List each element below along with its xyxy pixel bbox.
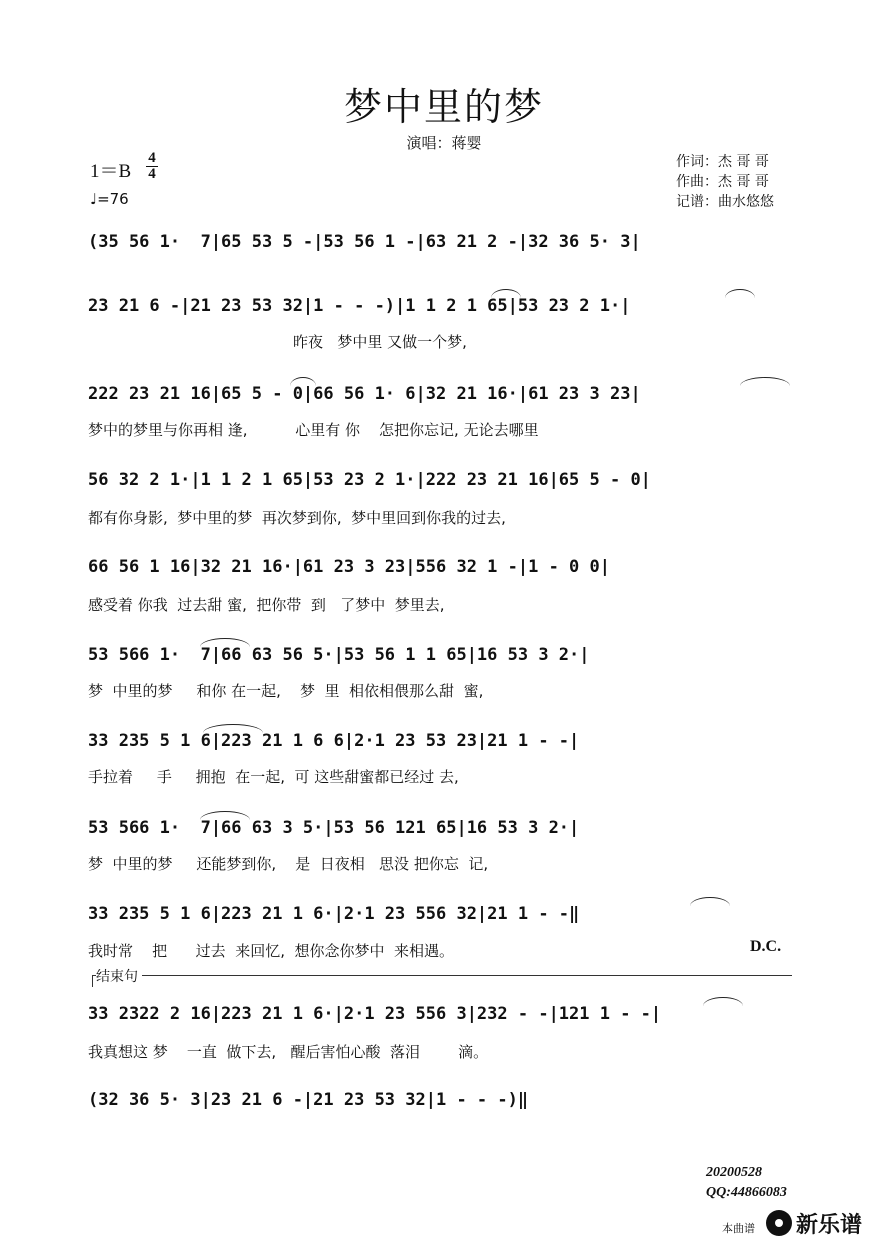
notation-line-1: (35 56 1· 7|65 53 5 -|53 56 1 -|63 21 2 -|32 36 5· 3| [88,232,641,252]
lyricist-credit: 作词：杰 哥 哥 [676,154,769,170]
lyric-line-9: 我时常 把 过去 来回忆, 想你念你梦中 来相遇。 [88,942,455,960]
key-signature: 1＝B [90,161,132,182]
footer-brand-prefix: 本曲谱 [722,1222,755,1235]
lyric-line-5: 感受着 你我 过去甜 蜜, 把你带 到 了梦中 梦里去, [88,596,445,614]
ending-bracket-line [92,975,792,976]
da-capo-mark: D.C. [750,938,782,955]
ending-bracket-tick [92,975,93,987]
notation-line-10: 33 2322 2 16|223 21 1 6·|2·1 23 556 3|232 - -|121 1 - -| [88,1004,662,1024]
footer-brand: 新乐谱 [796,1213,863,1238]
lyric-line-4: 都有你身影, 梦中里的梦 再次梦到你, 梦中里回到你我的过去, [88,509,506,527]
ending-label: 结束句 [96,966,142,986]
transcriber-credit: 记谱：曲水悠悠 [676,194,774,210]
lyric-line-2: 昨夜 梦中里 又做一个梦, [88,333,467,351]
slur-mark [200,811,250,820]
notation-line-3: 222 23 21 16|65 5 - 0|66 56 1· 6|32 21 16·|61 23 3 23| [88,384,641,404]
lyric-line-7: 手拉着 手 拥抱 在一起, 可 这些甜蜜都已经过 去, [88,768,459,786]
time-signature-top: 4 [148,150,156,166]
notation-line-8: 53 566 1· 7|66 63 3 5·|53 56 121 65|16 53 3 2·| [88,818,580,838]
lyric-line-8: 梦 中里的梦 还能梦到你, 是 日夜相 思没 把你忘 记, [88,855,489,873]
slur-mark [725,289,755,298]
lyric-line-3: 梦中的梦里与你再相 逢, 心里有 你 怎把你忘记, 无论去哪里 [88,421,539,439]
tempo-marking: ♩=76 [90,190,129,208]
composer-credit: 作曲：杰 哥 哥 [676,174,769,190]
slur-mark [200,638,250,647]
footer-date: 20200528 [706,1165,762,1180]
footer-qq: QQ:44866083 [706,1185,787,1200]
credits-block [676,152,774,212]
slur-mark [491,289,521,298]
slur-mark [703,997,743,1006]
notation-line-9: 33 235 5 1 6|223 21 1 6·|2·1 23 556 32|21 1 - -‖ [88,904,580,924]
notation-line-5: 66 56 1 16|32 21 16·|61 23 3 23|556 32 1 -|1 - 0 0| [88,557,610,577]
time-signature [146,151,158,182]
slur-mark [690,897,730,906]
notation-line-11: (32 36 5· 3|23 21 6 -|21 23 53 32|1 - - -)‖ [88,1090,529,1110]
song-title: 梦中里的梦 [343,85,544,129]
slur-mark [290,377,316,386]
lyric-line-6: 梦 中里的梦 和你 在一起, 梦 里 相依相偎那么甜 蜜, [88,682,484,700]
lyric-line-10: 我真想这 梦 一直 做下去, 醒后害怕心酸 落泪 滴。 [88,1043,489,1061]
notation-line-7: 33 235 5 1 6|223 21 1 6 6|2·1 23 53 23|21 1 - -| [88,731,580,751]
singer-credit: 演唱：蒋婴 [406,134,482,152]
notation-line-6: 53 566 1· 7|66 63 56 5·|53 56 1 1 65|16 53 3 2·| [88,645,590,665]
record-logo-hole [775,1219,783,1227]
slur-mark [203,724,263,733]
notation-line-2: 23 21 6 -|21 23 53 32|1 - - -)|1 1 2 1 65|53 23 2 1·| [88,296,631,316]
time-signature-bottom: 4 [148,166,156,182]
notation-line-4: 56 32 2 1·|1 1 2 1 65|53 23 2 1·|222 23 21 16|65 5 - 0| [88,470,651,490]
slur-mark [740,377,790,386]
